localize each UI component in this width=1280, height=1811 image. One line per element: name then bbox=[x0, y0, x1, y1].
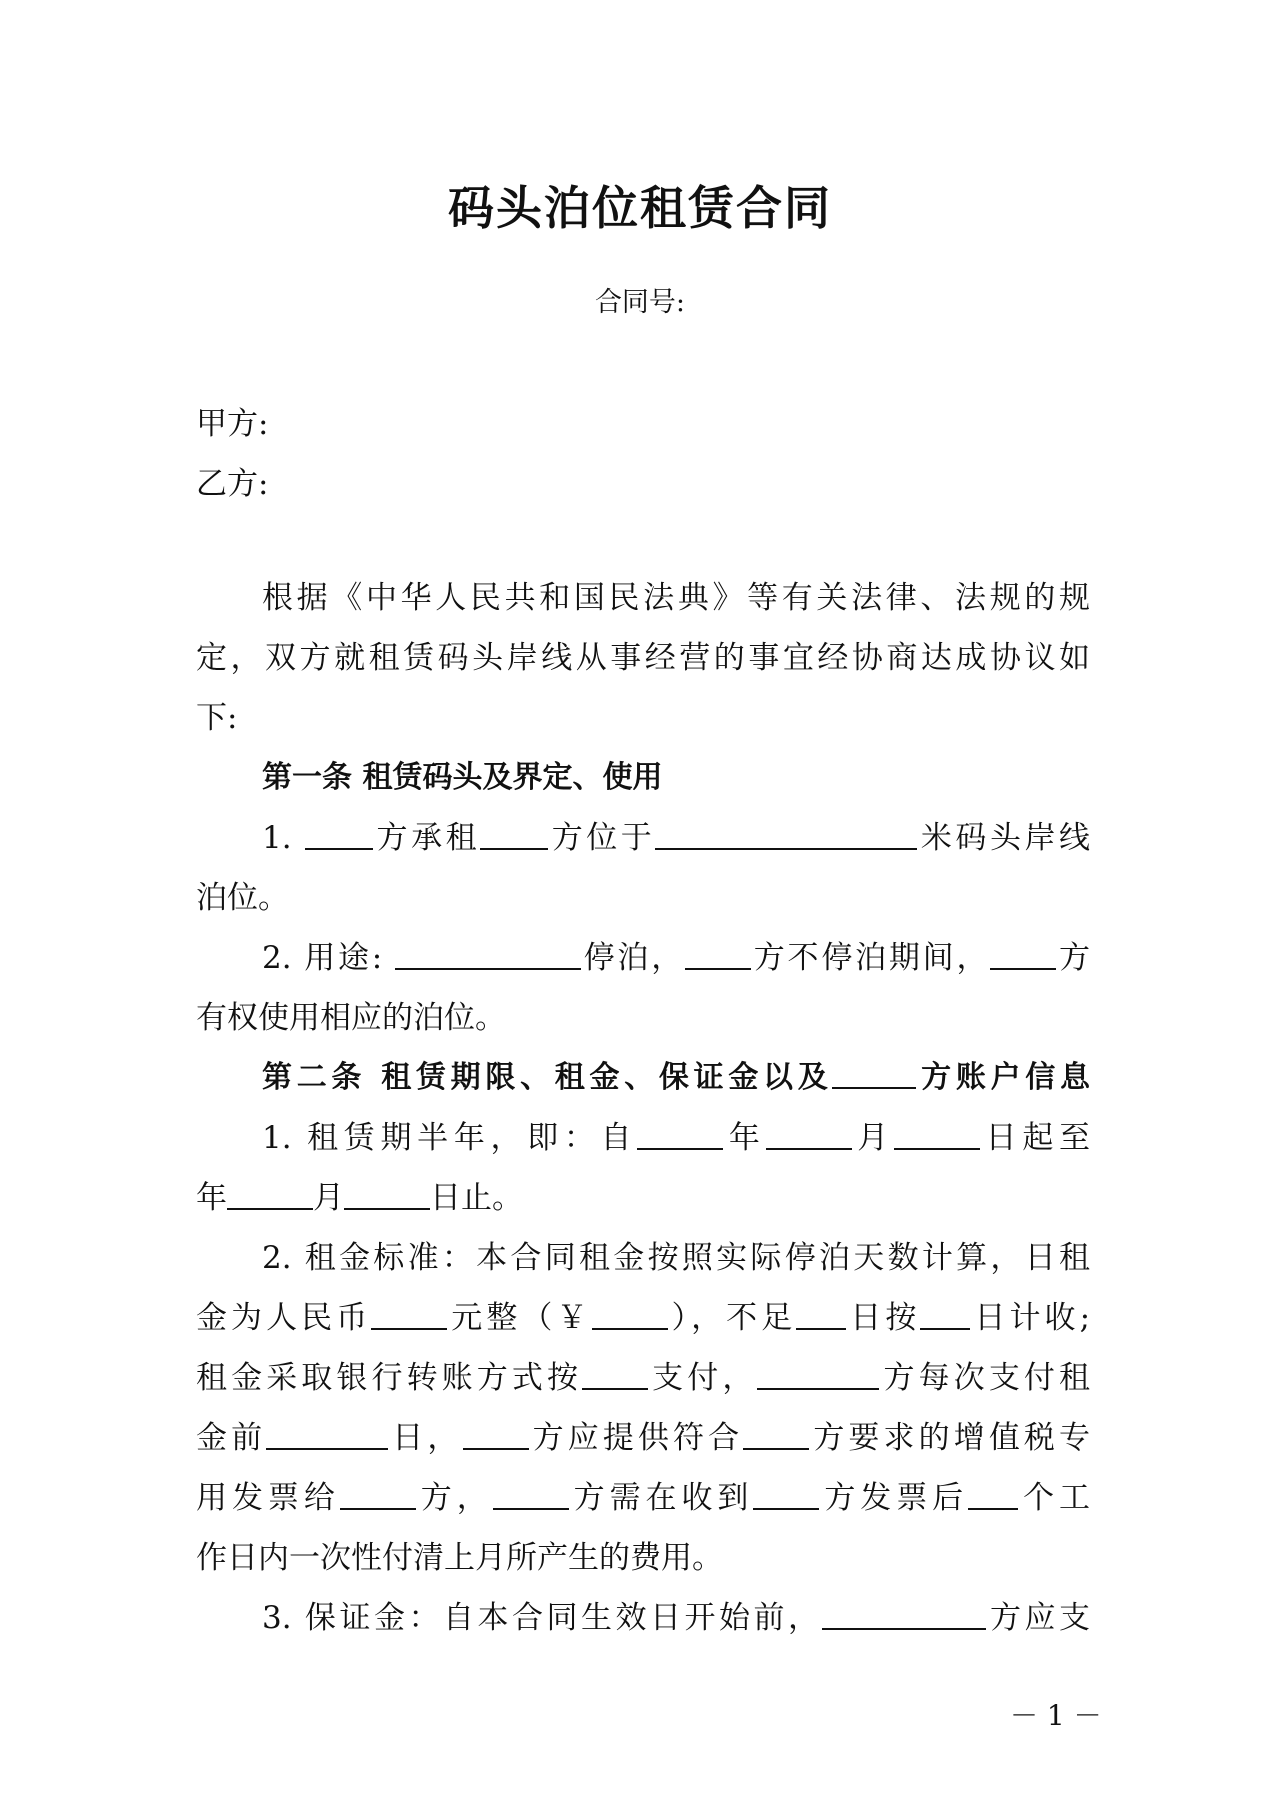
text: 方不停泊期间， bbox=[750, 940, 991, 976]
text: 1. 租赁期半年，即：自 bbox=[262, 1120, 638, 1156]
blank-field bbox=[685, 938, 751, 970]
blank-field bbox=[990, 938, 1056, 970]
text: 日， bbox=[388, 1420, 463, 1456]
article-2-item-2-line-2 bbox=[196, 1296, 1090, 1340]
blank-field bbox=[655, 818, 917, 850]
text: 方应支 bbox=[986, 1600, 1090, 1636]
blank-field bbox=[371, 1298, 447, 1330]
blank-field bbox=[757, 1358, 879, 1390]
text: 月 bbox=[851, 1120, 894, 1156]
party-b-label: 乙方: bbox=[196, 466, 269, 502]
text: 月 bbox=[313, 1180, 344, 1216]
text: 1. bbox=[262, 820, 292, 856]
text: 方， bbox=[415, 1480, 493, 1516]
blank-field bbox=[480, 818, 548, 850]
blank-field bbox=[822, 1598, 986, 1630]
article-1-item-2 bbox=[262, 936, 1090, 980]
document-title: 码头泊位租赁合同 bbox=[448, 181, 832, 235]
article-1-item-1-cont: 泊位。 bbox=[196, 880, 289, 916]
article-1-heading: 第一条 租赁码头及界定、使用 bbox=[262, 760, 663, 795]
blank-field bbox=[894, 1118, 980, 1150]
text: 方账户信息 bbox=[916, 1060, 1091, 1095]
blank-field bbox=[463, 1418, 529, 1450]
text: 方每次支付租 bbox=[879, 1360, 1091, 1396]
text: 方 bbox=[1056, 940, 1091, 976]
text: 方需在收到 bbox=[568, 1480, 754, 1516]
article-2-item-2-line-5 bbox=[196, 1476, 1090, 1520]
article-2-item-1-cont bbox=[196, 1176, 1090, 1220]
blank-field bbox=[968, 1478, 1018, 1510]
text: 日按 bbox=[846, 1300, 921, 1336]
text: 方发票后 bbox=[819, 1480, 969, 1516]
blank-field bbox=[796, 1298, 846, 1330]
text: 金为人民币 bbox=[196, 1300, 372, 1336]
article-1-item-1 bbox=[262, 816, 1090, 860]
article-1-item-2-cont: 有权使用相应的泊位。 bbox=[196, 1000, 506, 1036]
article-2-heading bbox=[262, 1056, 1090, 1100]
text: 日止。 bbox=[430, 1180, 523, 1216]
party-a-label: 甲方: bbox=[196, 406, 269, 442]
text: 元整（￥ bbox=[447, 1300, 592, 1336]
article-2-item-2-line-4 bbox=[196, 1416, 1090, 1460]
blank-field bbox=[753, 1478, 819, 1510]
text: 方应提供符合 bbox=[528, 1420, 744, 1456]
contract-number-label: 合同号: bbox=[594, 287, 686, 318]
text: 年 bbox=[723, 1120, 766, 1156]
text: ），不足 bbox=[667, 1300, 797, 1336]
article-2-item-1 bbox=[262, 1116, 1090, 1160]
text: 支付， bbox=[648, 1360, 758, 1396]
blank-field bbox=[266, 1418, 388, 1450]
blank-field bbox=[743, 1418, 809, 1450]
blank-field bbox=[592, 1298, 668, 1330]
text: 个工 bbox=[1018, 1480, 1091, 1516]
text: 年 bbox=[196, 1180, 227, 1216]
blank-field bbox=[582, 1358, 648, 1390]
blank-field bbox=[832, 1057, 916, 1089]
blank-field bbox=[305, 818, 373, 850]
text: 方要求的增值税专 bbox=[809, 1420, 1091, 1456]
intro-line-2: 定，双方就租赁码头岸线从事经营的事宜经协商达成协议如 bbox=[196, 640, 1090, 676]
blank-field bbox=[395, 938, 581, 970]
text: 方位于 bbox=[548, 820, 656, 856]
text: 金前 bbox=[196, 1420, 267, 1456]
blank-field bbox=[227, 1178, 313, 1210]
text: 用发票给 bbox=[196, 1480, 340, 1516]
article-2-item-2-line-1: 2. 租金标准：本合同租金按照实际停泊天数计算，日租 bbox=[262, 1240, 1090, 1276]
intro-line-3: 下: bbox=[196, 700, 238, 736]
text: 日计收; bbox=[970, 1300, 1091, 1336]
blank-field bbox=[637, 1118, 723, 1150]
text: 米码头岸线 bbox=[917, 820, 1091, 856]
blank-field bbox=[920, 1298, 970, 1330]
page-number: － 1 － bbox=[1010, 1699, 1102, 1732]
article-2-item-3 bbox=[262, 1596, 1090, 1640]
blank-field bbox=[493, 1478, 569, 1510]
text: 停泊， bbox=[580, 940, 685, 976]
blank-field bbox=[766, 1118, 852, 1150]
blank-field bbox=[340, 1478, 416, 1510]
text: 3. 保证金：自本合同生效日开始前， bbox=[262, 1600, 823, 1636]
intro-line-1: 根据《中华人民共和国民法典》等有关法律、法规的规 bbox=[262, 580, 1090, 616]
text: 第二条 租赁期限、租金、保证金以及 bbox=[262, 1060, 833, 1095]
text: 方承租 bbox=[372, 820, 481, 856]
blank-field bbox=[344, 1178, 430, 1210]
article-2-item-2-line-3 bbox=[196, 1356, 1090, 1400]
article-2-item-2-line-6: 作日内一次性付清上月所产生的费用。 bbox=[196, 1540, 723, 1576]
text: 2. 用途: bbox=[262, 940, 383, 976]
text: 租金采取银行转账方式按 bbox=[196, 1360, 583, 1396]
text: 日起至 bbox=[979, 1120, 1091, 1156]
